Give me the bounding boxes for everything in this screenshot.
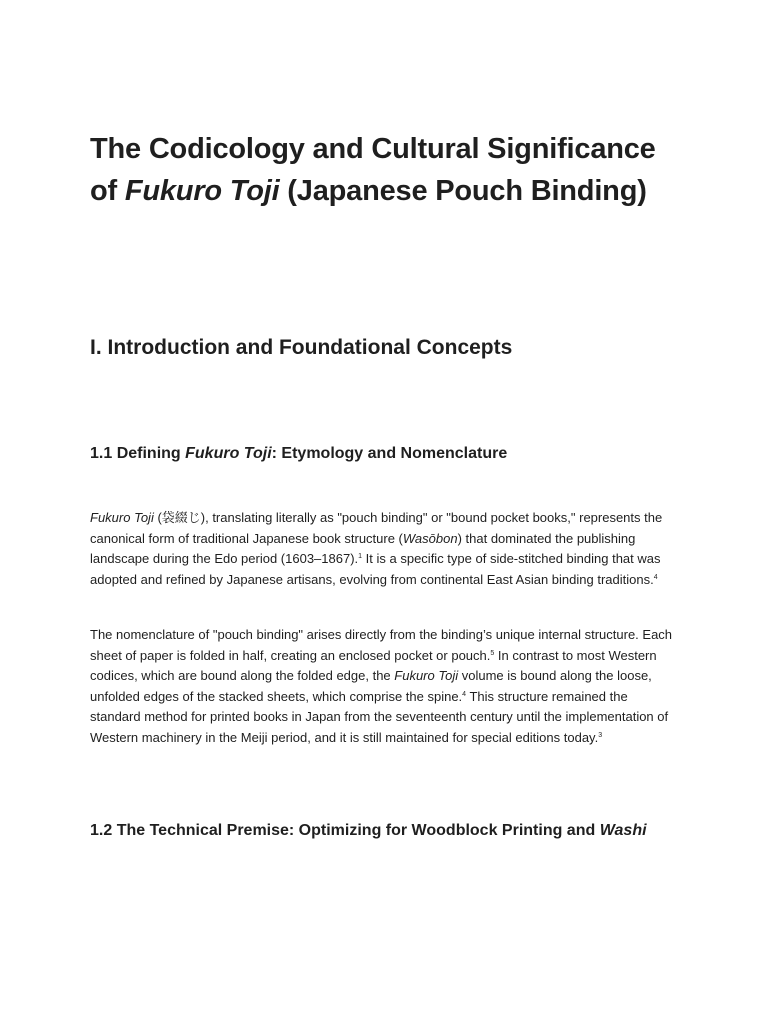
- paragraph-1-text-c: It is a specific type of side-stitched binding that was adopted and refined by Japanese artisans, evolving from continental East Asian binding traditions.: [90, 551, 661, 587]
- subsection-heading-1-1: [90, 443, 680, 465]
- title-text-part1: The Codicology and Cultural Significance of: [90, 133, 656, 207]
- paragraph-2-text-c: volume is bound along the loose, unfolded edges of the stacked sheets, which comprise the spine.: [90, 668, 652, 704]
- paragraph-1-term2: Wasōbon: [402, 530, 458, 546]
- footnote-ref[interactable]: 5: [490, 649, 495, 657]
- document-title: [90, 128, 670, 212]
- paragraph-2-term: Fukuro Toji: [394, 668, 459, 683]
- subsection-1-2-italic: Washi: [599, 822, 647, 839]
- subsection-1-1-italic: Fukuro Toji: [185, 445, 272, 462]
- paragraph-1-term: Fukuro Toji: [90, 510, 154, 525]
- paragraph-definition: [90, 508, 678, 590]
- subsection-1-2-prefix: 1.2 The Technical Premise: Optimizing for Woodblock Printing and: [90, 822, 600, 839]
- paragraph-nomenclature: [90, 625, 678, 748]
- paragraph-2-text-b: In contrast to most Western codices, which are bound along the folded edge, the: [90, 647, 657, 683]
- footnote-ref[interactable]: 4: [462, 690, 467, 698]
- footnote-ref[interactable]: 4: [653, 573, 658, 581]
- title-text-part2: (Japanese Pouch Binding): [279, 175, 647, 207]
- section-heading-introduction: I. Introduction and Foundational Concepts: [90, 336, 513, 359]
- paragraph-2-text-d: This structure remained the standard method for printed books in Japan from the seventeenth century until the implementation of Western machinery in the Meiji period, and it is still maintained for special editions today.: [90, 688, 669, 745]
- footnote-ref[interactable]: 1: [358, 553, 363, 560]
- paragraph-2-text-a: The nomenclature of "pouch binding" arises directly from the binding’s unique internal structure. Each sheet of paper is folded in half, creating an enclosed pocket or pouch.: [90, 627, 673, 663]
- subsection-heading-1-2: [90, 820, 680, 842]
- paragraph-1-text-a: (袋綴じ), translating literally as "pouch binding" or "bound pocket books," represents the canonical form of traditional Japanese book structure (: [90, 510, 663, 546]
- subsection-1-1-suffix: : Etymology and Nomenclature: [271, 445, 508, 462]
- title-text-italic: Fukuro Toji: [124, 175, 280, 207]
- footnote-ref[interactable]: 3: [598, 731, 603, 739]
- paragraph-1-text-b: ) that dominated the publishing landscape during the Edo period (1603–1867).: [90, 530, 636, 566]
- subsection-1-1-prefix: 1.1 Defining: [90, 445, 186, 462]
